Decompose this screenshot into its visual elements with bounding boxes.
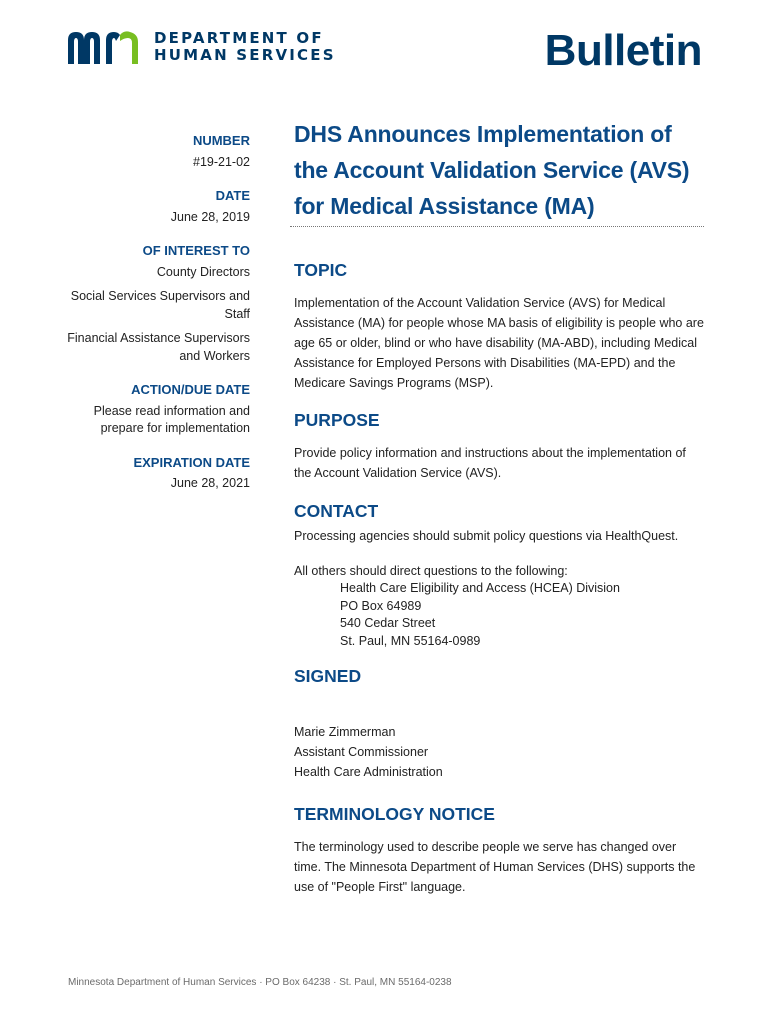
expiration-value: June 28, 2021 [170,476,250,490]
purpose-heading: PURPOSE [294,410,380,430]
interest-label: OF INTEREST TO [142,243,250,258]
address-line: St. Paul, MN 55164-0989 [340,633,481,648]
address-line: 540 Cedar Street [340,616,436,630]
signer-title: Assistant Commissioner [294,745,429,759]
signed-heading: SIGNED [294,666,362,686]
dhs-logo [68,30,336,64]
interest-item: Social Services Supervisors and Staff [70,289,250,321]
title-divider [290,226,704,227]
terminology-heading: TERMINOLOGY NOTICE [294,804,495,824]
date-label: DATE [215,188,250,203]
contact-line-1: Processing agencies should submit policy questions via HealthQuest. [294,529,679,543]
number-value: #19-21-02 [193,154,250,169]
number-label: NUMBER [192,133,250,148]
action-value: Please read information and prepare for implementation [93,403,250,435]
topic-heading: TOPIC [294,260,348,280]
logo-line-2: HUMAN SERVICES [154,46,336,64]
interest-item: County Directors [156,264,250,279]
date-value: June 28, 2019 [170,209,250,224]
terminology-body: The terminology used to describe people we serve has changed over time. The Minnesota Department of Human Services (DHS) supports the use of "People First" language. [294,840,696,894]
page-title: DHS Announces Implementation of the Account Validation Service (AVS) for Medical Assistance (MA) [294,121,690,219]
doc-type-heading: Bulletin [544,26,702,75]
mn-logo-icon [68,30,146,64]
interest-item: Financial Assistance Supervisors and Workers [67,331,250,363]
purpose-body: Provide policy information and instructions about the implementation of the Account Validation Service (AVS). [294,446,686,480]
contact-heading: CONTACT [294,501,379,521]
contact-address [294,580,704,650]
logo-line-1: DEPARTMENT OF [154,29,324,47]
address-line: PO Box 64989 [340,598,422,613]
signer-name: Marie Zimmerman [294,725,396,739]
page-footer: Minnesota Department of Human Services · PO Box 64238 · St. Paul, MN 55164-0238 [68,977,452,988]
signature-block [294,722,704,782]
expiration-label: EXPIRATION DATE [133,454,250,470]
contact-line-2: All others should direct questions to the following: [294,564,568,578]
bulletin-metadata [60,132,250,493]
action-label: ACTION/DUE DATE [131,382,250,397]
topic-body: Implementation of the Account Validation Service (AVS) for Medical Assistance (MA) for people whose MA basis of eligibility is people who are age 65 or older, blind or who have disability (MA-ABD), including Medical Assistance for Employed Persons with Disabilities (MA-EPD) and the Medicare Savings Programs (MSP). [294,296,704,390]
signer-dept: Health Care Administration [294,765,443,779]
address-line: Health Care Eligibility and Access (HCEA) Division [340,581,620,595]
